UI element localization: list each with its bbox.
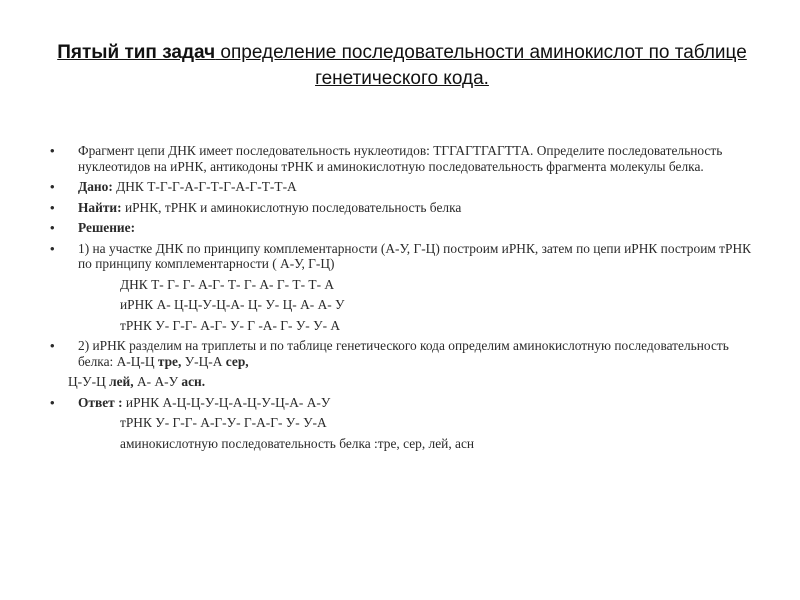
dano-label: Дано: xyxy=(78,179,113,194)
otvet-trnk-text: тРНК У- Г-Г- А-Г-У- Г-А-Г- У- У-А xyxy=(120,415,327,430)
title-rest: определение последовательности аминокислот по таблице генетического кода. xyxy=(215,42,747,89)
naiti-item xyxy=(50,200,760,216)
step1-item xyxy=(50,241,760,272)
otvet-aa-line xyxy=(50,436,760,452)
step2-continuation xyxy=(50,374,760,390)
dano-text: ДНК Т-Г-Г-А-Г-Т-Г-А-Г-Т-Т-А xyxy=(112,179,297,194)
step2-aa2: сер, xyxy=(225,353,249,369)
cont-aa4: асн. xyxy=(181,374,206,389)
step2-item xyxy=(50,338,760,369)
fragment-text: Фрагмент цепи ДНК имеет последовательность нуклеотидов: ТГГАГТГАГТТА. Определите последовательность нуклеотидов на иРНК, антикодоны тРНК и аминокислотную последовательность фрагмента молекулы белка. xyxy=(78,143,723,174)
step2-text: 2) иРНК разделим на триплеты и по таблице генетического кода определим аминокислотную последовательность белка: А-Ц-Ц xyxy=(78,338,729,369)
otvet-trnk-line xyxy=(50,415,760,431)
irnk-text: иРНК А- Ц-Ц-У-Ц-А- Ц- У- Ц- А- А- У xyxy=(120,297,345,312)
irnk-line xyxy=(50,297,760,313)
fragment-item xyxy=(50,143,760,174)
dano-item xyxy=(50,179,760,195)
dnk-text: ДНК Т- Г- Г- А-Г- Т- Г- А- Г- Т- Т- А xyxy=(120,276,335,292)
title-bold: Пятый тип задач xyxy=(57,42,216,63)
otvet-text: иРНК А-Ц-Ц-У-Ц-А-Ц-У-Ц-А- А-У xyxy=(122,394,331,410)
reshenie-label: Решение: xyxy=(78,220,136,235)
cont-text: Ц-У-Ц xyxy=(68,374,110,389)
step2-mid: У-Ц-А xyxy=(184,353,226,369)
trnk-line xyxy=(50,318,760,334)
otvet-aa-text: аминокислотную последовательность белка :тре, сер, лей, асн xyxy=(120,435,475,451)
cont-aa3: лей, xyxy=(109,374,134,389)
naiti-label: Найти: xyxy=(78,199,122,215)
otvet-item xyxy=(50,395,760,411)
step1-text: 1) на участке ДНК по принципу комплементарности (А-У, Г-Ц) построим иРНК, затем по цепи иРНК построим тРНК по принципу комплементарности ( А-У, Г-Ц) xyxy=(78,240,752,271)
reshenie-item xyxy=(50,220,760,236)
cont-text2: А- А-У xyxy=(133,374,182,389)
step2-aa1: тре, xyxy=(157,353,185,369)
naiti-text: иРНК, тРНК и аминокислотную последовательность белка xyxy=(121,199,462,215)
slide-title xyxy=(40,40,764,92)
otvet-label: Ответ : xyxy=(78,394,123,410)
dnk-line xyxy=(50,277,760,293)
trnk-text: тРНК У- Г-Г- А-Г- У- Г -А- Г- У- У- А xyxy=(120,317,341,333)
slide-content xyxy=(50,143,760,456)
